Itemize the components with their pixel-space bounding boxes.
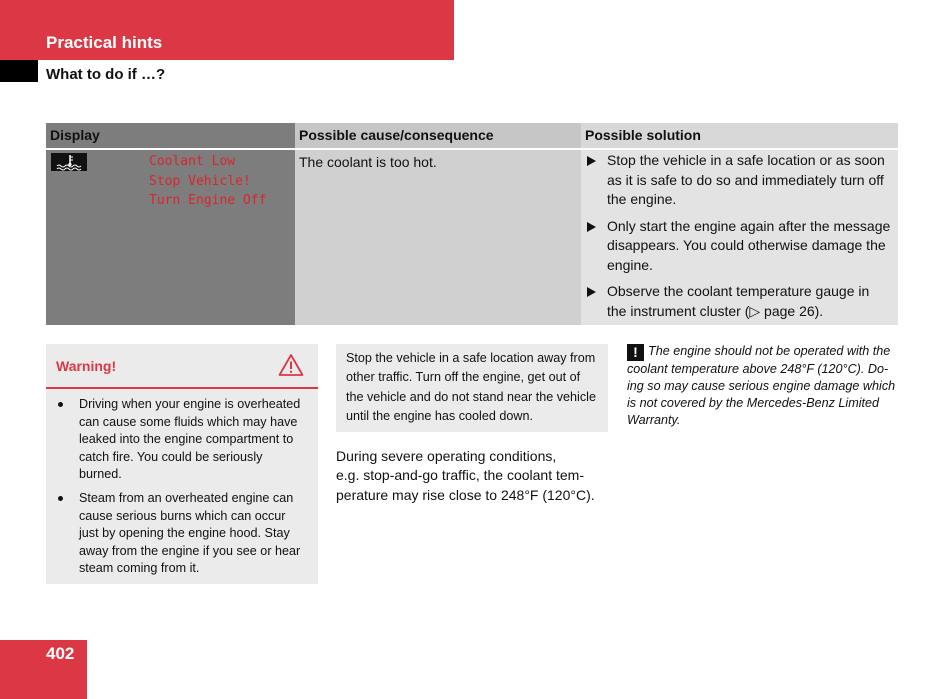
warning-item: Steam from an overheated engine can cause serious burns which can occur just by opening the engine hood. Stay away from the engine if you see or hear steam coming from it. bbox=[56, 490, 310, 578]
exclamation-icon: ! bbox=[627, 344, 644, 361]
warning-item: Driving when your engine is overheated can cause some fluids which may have leaked into the engine compartment to catch fire. You could be seriously burned. bbox=[56, 396, 310, 484]
safety-info-box bbox=[336, 344, 608, 432]
warning-list bbox=[56, 396, 310, 584]
solution-column bbox=[581, 123, 898, 325]
display-header: Display bbox=[46, 123, 295, 150]
solution-item: Observe the coolant temperature gauge in the instrument cluster (▷ page 26). bbox=[585, 282, 895, 321]
header-marker bbox=[0, 60, 38, 82]
solution-item: Only start the engine again after the message disappears. You could otherwise damage the engine. bbox=[585, 217, 895, 276]
display-line: Turn Engine Off bbox=[149, 193, 267, 208]
bullet-arrow-icon bbox=[587, 287, 596, 297]
bullet-arrow-icon bbox=[587, 156, 596, 166]
warning-header bbox=[46, 344, 318, 389]
page-reference-link[interactable]: the instrument cluster (▷ page 26). bbox=[607, 302, 824, 319]
solution-item: Stop the vehicle in a safe location or as soon as it is safe to do so and immediately turn off the engine. bbox=[585, 151, 895, 210]
coolant-temperature-icon bbox=[51, 153, 87, 171]
display-line: Coolant Low bbox=[149, 154, 236, 169]
bullet-icon bbox=[58, 402, 63, 407]
display-message bbox=[149, 152, 266, 211]
section-title: Practical hints bbox=[46, 33, 163, 52]
solution-header: Possible solution bbox=[581, 123, 898, 150]
safety-info-text: Stop the vehicle in a safe location away from other traffic. Turn off the engine, get out of the vehicle and do not stand near the vehicle until the engine has cooled down. bbox=[346, 351, 596, 423]
troubleshooting-table bbox=[46, 123, 898, 325]
cause-column bbox=[295, 123, 581, 325]
warning-triangle-icon bbox=[278, 353, 304, 377]
cause-text: The coolant is too hot. bbox=[299, 154, 437, 170]
page-subtitle: What to do if …? bbox=[46, 66, 166, 83]
damage-note: ! The engine should not be operated with the coolant temperature above 248°F (120°C). Do- ing so may cause serious engine damage which is not covered by the Mercedes-Benz Limited Warranty. bbox=[627, 344, 896, 427]
bullet-arrow-icon bbox=[587, 222, 596, 232]
display-line: Stop Vehicle! bbox=[149, 173, 251, 189]
body-paragraph: During severe operating conditions, e.g. stop-and-go traffic, the coolant tem- perature may rise close to 248°F (120°C). bbox=[336, 448, 595, 503]
warning-title: Warning! bbox=[56, 358, 117, 374]
display-column bbox=[46, 123, 295, 325]
bullet-icon bbox=[58, 496, 63, 501]
cause-header: Possible cause/consequence bbox=[295, 123, 581, 150]
page-number: 402 bbox=[46, 644, 75, 663]
warning-box bbox=[46, 344, 318, 584]
solution-list bbox=[585, 151, 895, 328]
